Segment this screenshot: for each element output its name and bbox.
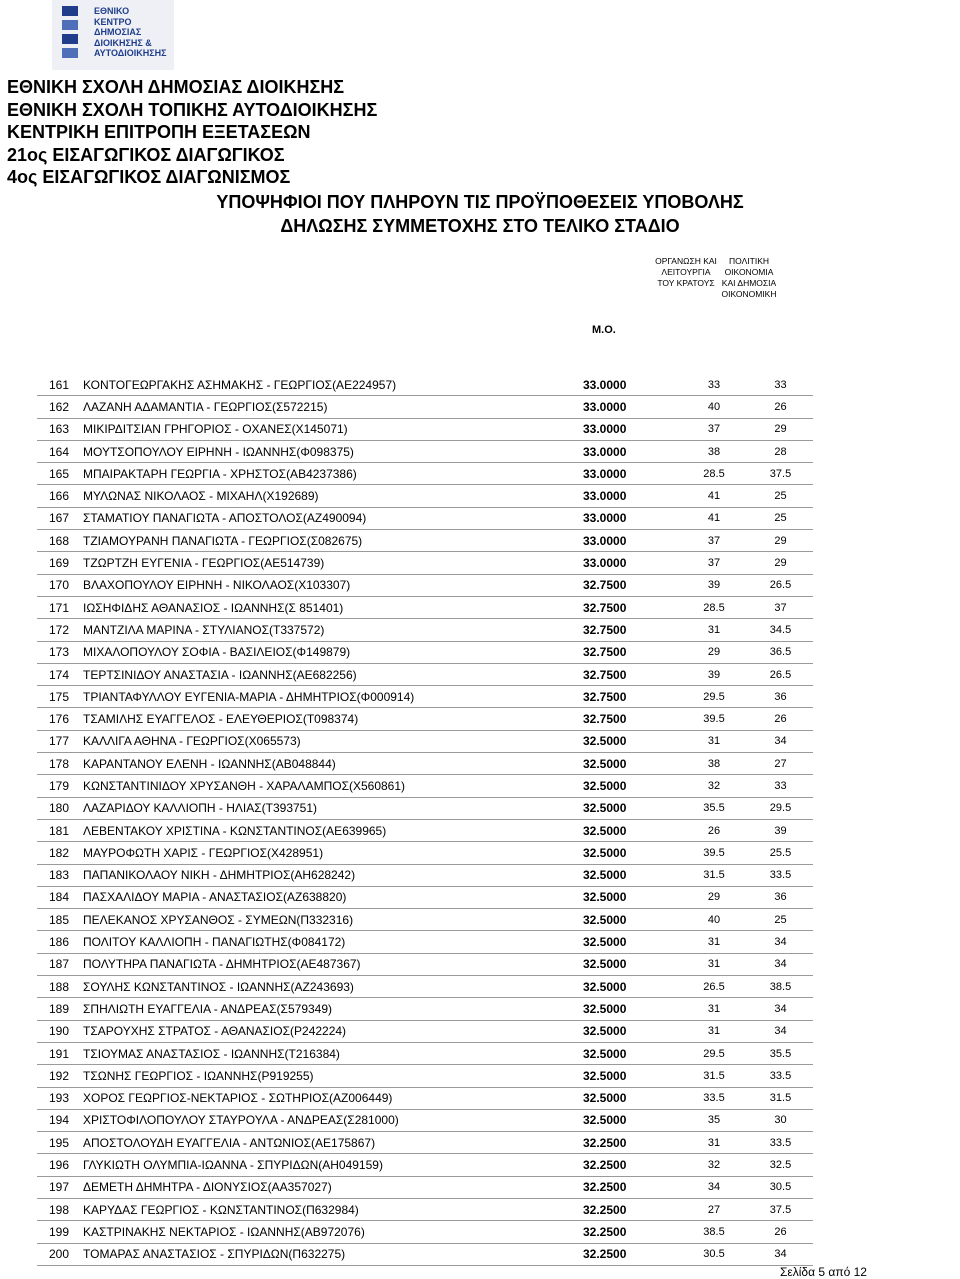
score-economics: 39 [748,819,813,841]
candidate-name: ΠΑΣΧΑΛΙΔΟΥ ΜΑΡΙΑ - ΑΝΑΣΤΑΣΙΟΣ(ΑΖ638820) [81,886,583,908]
average-score: 32.7500 [583,619,680,641]
row-number: 171 [37,596,81,618]
header-line: 4ος ΕΙΣΑΓΩΓΙΚΟΣ ΔΙΑΓΩΝΙΣΜΟΣ [7,167,291,187]
title-line: ΥΠΟΨΗΦΙΟΙ ΠΟΥ ΠΛΗΡΟΥΝ ΤΙΣ ΠΡΟΫΠΟΘΕΣΕΙΣ ΥΠΟΒΟΛΗΣ [216,192,744,212]
score-economics: 36.5 [748,641,813,663]
column-header-economics [715,256,783,300]
table-row [37,1132,813,1154]
table-row [37,641,813,663]
row-number: 191 [37,1042,81,1064]
row-number: 163 [37,418,81,440]
table-row [37,596,813,618]
score-economics: 34.5 [748,619,813,641]
average-score: 33.0000 [583,552,680,574]
candidate-name: ΙΩΣΗΦΙΔΗΣ ΑΘΑΝΑΣΙΟΣ - ΙΩΑΝΝΗΣ(Σ 851401) [81,596,583,618]
table-row [37,842,813,864]
candidate-name: ΜΠΑΙΡΑΚΤΑΡΗ ΓΕΩΡΓΙΑ - ΧΡΗΣΤΟΣ(ΑΒ4237386) [81,463,583,485]
row-number: 199 [37,1221,81,1243]
table-row [37,886,813,908]
table-row [37,1109,813,1131]
average-score: 32.2500 [583,1221,680,1243]
score-economics: 26.5 [748,663,813,685]
table-row [37,552,813,574]
header-line: ΕΘΝΙΚΗ ΣΧΟΛΗ ΔΗΜΟΣΙΑΣ ΔΙΟΙΚΗΣΗΣ [7,77,345,97]
candidate-name: ΤΖΩΡΤΖΗ ΕΥΓΕΝΙΑ - ΓΕΩΡΓΙΟΣ(ΑΕ514739) [81,552,583,574]
row-number: 172 [37,619,81,641]
score-economics: 33 [748,775,813,797]
score-organisation: 29.5 [680,1042,748,1064]
score-economics: 34 [748,730,813,752]
score-organisation: 31.5 [680,1065,748,1087]
score-economics: 37.5 [748,463,813,485]
row-number: 180 [37,797,81,819]
average-score: 32.5000 [583,730,680,752]
table-row [37,418,813,440]
candidate-name: ΚΑΣΤΡΙΝΑΚΗΣ ΝΕΚΤΑΡΙΟΣ - ΙΩΑΝΝΗΣ(ΑΒ972076) [81,1221,583,1243]
table-row [37,1154,813,1176]
table-row [37,507,813,529]
table-row [37,530,813,552]
candidate-name: ΣΟΥΛΗΣ ΚΩΝΣΤΑΝΤΙΝΟΣ - ΙΩΑΝΝΗΣ(ΑΖ243693) [81,976,583,998]
average-score: 33.0000 [583,418,680,440]
table-row [37,663,813,685]
logo-text [94,6,167,59]
score-organisation: 27 [680,1198,748,1220]
score-economics: 26.5 [748,574,813,596]
candidate-name: ΑΠΟΣΤΟΛΟΥΔΗ ΕΥΑΓΓΕΛΙΑ - ΑΝΤΩΝΙΟΣ(ΑΕ175867) [81,1132,583,1154]
score-organisation: 41 [680,485,748,507]
score-organisation: 39.5 [680,708,748,730]
table-row [37,1198,813,1220]
table-row [37,619,813,641]
table-row [37,374,813,396]
table-row [37,1020,813,1042]
candidate-name: ΣΤΑΜΑΤΙΟΥ ΠΑΝΑΓΙΩΤΑ - ΑΠΟΣΤΟΛΟΣ(ΑΖ490094) [81,507,583,529]
table-row [37,463,813,485]
score-economics: 30.5 [748,1176,813,1198]
score-economics: 34 [748,998,813,1020]
average-score: 32.5000 [583,1020,680,1042]
table-row [37,730,813,752]
table-row [37,708,813,730]
table-row [37,686,813,708]
score-organisation: 31.5 [680,864,748,886]
page-number: Σελίδα 5 από 12 [780,1265,867,1279]
score-economics: 31.5 [748,1087,813,1109]
average-score: 32.5000 [583,819,680,841]
row-number: 176 [37,708,81,730]
row-number: 162 [37,396,81,418]
average-score: 32.5000 [583,1109,680,1131]
document-title [0,190,960,238]
table-row [37,440,813,462]
table-row [37,775,813,797]
score-organisation: 26 [680,819,748,841]
candidate-name: ΧΟΡΟΣ ΓΕΩΡΓΙΟΣ-ΝΕΚΤΑΡΙΟΣ - ΣΩΤΗΡΙΟΣ(ΑΖ006449) [81,1087,583,1109]
score-economics: 33.5 [748,1132,813,1154]
table-row [37,864,813,886]
table-row [37,485,813,507]
average-score: 33.0000 [583,485,680,507]
candidate-name: ΣΠΗΛΙΩΤΗ ΕΥΑΓΓΕΛΙΑ - ΑΝΔΡΕΑΣ(Σ579349) [81,998,583,1020]
row-number: 194 [37,1109,81,1131]
score-organisation: 31 [680,619,748,641]
title-line: ΔΗΛΩΣΗΣ ΣΥΜΜΕΤΟΧΗΣ ΣΤΟ ΤΕΛΙΚΟ ΣΤΑΔΙΟ [280,216,680,236]
row-number: 190 [37,1020,81,1042]
score-organisation: 31 [680,1132,748,1154]
average-score: 32.5000 [583,797,680,819]
candidate-name: ΤΣΑΡΟΥΧΗΣ ΣΤΡΑΤΟΣ - ΑΘΑΝΑΣΙΟΣ(Ρ242224) [81,1020,583,1042]
average-score: 32.7500 [583,663,680,685]
candidate-name: ΚΑΡΥΔΑΣ ΓΕΩΡΓΙΟΣ - ΚΩΝΣΤΑΝΤΙΝΟΣ(Π632984) [81,1198,583,1220]
row-number: 189 [37,998,81,1020]
average-score: 32.2500 [583,1176,680,1198]
table-row [37,819,813,841]
score-economics: 35.5 [748,1042,813,1064]
table-row [37,976,813,998]
score-organisation: 32 [680,775,748,797]
column-header-line: ΤΟΥ ΚΡΑΤΟΥΣ [657,278,715,288]
average-score: 32.5000 [583,842,680,864]
row-number: 181 [37,819,81,841]
logo-line: ΔΙΟΙΚΗΣΗΣ & [94,37,152,48]
candidate-name: ΛΕΒΕΝΤΑΚΟΥ ΧΡΙΣΤΙΝΑ - ΚΩΝΣΤΑΝΤΙΝΟΣ(ΑΕ639965) [81,819,583,841]
score-organisation: 30.5 [680,1243,748,1265]
score-economics: 36 [748,886,813,908]
score-economics: 37.5 [748,1198,813,1220]
score-organisation: 29 [680,886,748,908]
row-number: 167 [37,507,81,529]
score-organisation: 39 [680,663,748,685]
score-economics: 33.5 [748,1065,813,1087]
average-score: 32.7500 [583,686,680,708]
row-number: 198 [37,1198,81,1220]
average-score: 33.0000 [583,507,680,529]
average-score: 32.5000 [583,953,680,975]
average-score: 33.0000 [583,374,680,396]
score-economics: 36 [748,686,813,708]
logo-line: ΑΥΤΟΔΙΟΙΚΗΣΗΣ [94,48,167,58]
column-header-line: ΚΑΙ ΔΗΜΟΣΙΑ [721,278,777,288]
candidate-name: ΓΛΥΚΙΩΤΗ ΟΛΥΜΠΙΑ-ΙΩΑΝΝΑ - ΣΠΥΡΙΔΩΝ(ΑΗ049159) [81,1154,583,1176]
score-economics: 26 [748,1221,813,1243]
score-economics: 33.5 [748,864,813,886]
average-score: 32.5000 [583,775,680,797]
candidate-name: ΤΟΜΑΡΑΣ ΑΝΑΣΤΑΣΙΟΣ - ΣΠΥΡΙΔΩΝ(Π632275) [81,1243,583,1265]
score-organisation: 40 [680,396,748,418]
score-organisation: 39 [680,574,748,596]
candidate-name: ΜΥΛΩΝΑΣ ΝΙΚΟΛΑΟΣ - ΜΙΧΑΗΛ(Χ192689) [81,485,583,507]
row-number: 178 [37,753,81,775]
candidate-name: ΤΖΙΑΜΟΥΡΑΝΗ ΠΑΝΑΓΙΩΤΑ - ΓΕΩΡΓΙΟΣ(Σ082675) [81,530,583,552]
column-header-average: Μ.Ο. [592,324,616,336]
score-economics: 37 [748,596,813,618]
score-organisation: 39.5 [680,842,748,864]
score-organisation: 37 [680,530,748,552]
average-score: 32.7500 [583,708,680,730]
logo-line: ΚΕΝΤΡΟ [94,16,132,27]
average-score: 33.0000 [583,463,680,485]
score-organisation: 31 [680,998,748,1020]
table-row [37,931,813,953]
row-number: 196 [37,1154,81,1176]
score-economics: 29 [748,530,813,552]
score-economics: 32.5 [748,1154,813,1176]
table-row [37,1221,813,1243]
score-economics: 27 [748,753,813,775]
column-header-organisation [648,256,724,289]
table-row [37,797,813,819]
column-header-line: ΟΙΚΟΝΟΜΙΑ [724,267,774,277]
row-number: 173 [37,641,81,663]
row-number: 177 [37,730,81,752]
average-score: 32.5000 [583,1087,680,1109]
row-number: 193 [37,1087,81,1109]
candidate-name: ΠΟΛΙΤΟΥ ΚΑΛΛΙΟΠΗ - ΠΑΝΑΓΙΩΤΗΣ(Φ084172) [81,931,583,953]
score-organisation: 38 [680,753,748,775]
row-number: 183 [37,864,81,886]
column-header-line: ΟΡΓΑΝΩΣΗ ΚΑΙ [655,256,717,266]
candidate-name: ΚΑΛΛΙΓΑ ΑΘΗΝΑ - ΓΕΩΡΓΙΟΣ(Χ065573) [81,730,583,752]
score-economics: 25 [748,507,813,529]
score-economics: 28 [748,440,813,462]
average-score: 33.0000 [583,396,680,418]
candidate-name: ΤΡΙΑΝΤΑΦΥΛΛΟΥ ΕΥΓΕΝΙΑ-ΜΑΡΙΑ - ΔΗΜΗΤΡΙΟΣ(Φ000914) [81,686,583,708]
score-economics: 34 [748,1243,813,1265]
logo-line: ΕΘΝΙΚΟ [94,6,130,16]
candidate-name: ΠΕΛΕΚΑΝΟΣ ΧΡΥΣΑΝΘΟΣ - ΣΥΜΕΩΝ(Π332316) [81,909,583,931]
score-economics: 25.5 [748,842,813,864]
score-organisation: 35.5 [680,797,748,819]
score-economics: 34 [748,1020,813,1042]
average-score: 32.5000 [583,931,680,953]
candidate-name: ΒΛΑΧΟΠΟΥΛΟΥ ΕΙΡΗΝΗ - ΝΙΚΟΛΑΟΣ(Χ103307) [81,574,583,596]
candidate-name: ΤΣΩΝΗΣ ΓΕΩΡΓΙΟΣ - ΙΩΑΝΝΗΣ(Ρ919255) [81,1065,583,1087]
score-economics: 25 [748,909,813,931]
table-row [37,574,813,596]
table-row [37,1243,813,1265]
score-organisation: 28.5 [680,463,748,485]
score-organisation: 35 [680,1109,748,1131]
row-number: 187 [37,953,81,975]
column-header-line: ΟΙΚΟΝΟΜΙΚΗ [721,289,777,299]
row-number: 169 [37,552,81,574]
table-row [37,953,813,975]
candidate-name: ΜΑΥΡΟΦΩΤΗ ΧΑΡΙΣ - ΓΕΩΡΓΙΟΣ(Χ428951) [81,842,583,864]
average-score: 32.5000 [583,753,680,775]
row-number: 195 [37,1132,81,1154]
table-row [37,1176,813,1198]
candidate-name: ΛΑΖΑΡΙΔΟΥ ΚΑΛΛΙΟΠΗ - ΗΛΙΑΣ(Τ393751) [81,797,583,819]
candidate-name: ΠΟΛΥΤΗΡΑ ΠΑΝΑΓΙΩΤΑ - ΔΗΜΗΤΡΙΟΣ(ΑΕ487367) [81,953,583,975]
score-economics: 29 [748,418,813,440]
average-score: 32.5000 [583,998,680,1020]
candidates-table [37,374,813,1266]
header-line: ΕΘΝΙΚΗ ΣΧΟΛΗ ΤΟΠΙΚΗΣ ΑΥΤΟΔΙΟΙΚΗΣΗΣ [7,99,378,120]
logo-line: ΔΗΜΟΣΙΑΣ [94,27,142,37]
score-organisation: 29 [680,641,748,663]
score-organisation: 31 [680,730,748,752]
candidate-name: ΛΑΖΑΝΗ ΑΔΑΜΑΝΤΙΑ - ΓΕΩΡΓΙΟΣ(Σ572215) [81,396,583,418]
score-economics: 34 [748,953,813,975]
score-organisation: 26.5 [680,976,748,998]
row-number: 161 [37,374,81,396]
row-number: 174 [37,663,81,685]
row-number: 168 [37,530,81,552]
row-number: 185 [37,909,81,931]
table-row [37,1042,813,1064]
candidate-name: ΜΟΥΤΣΟΠΟΥΛΟΥ ΕΙΡΗΝΗ - ΙΩΑΝΝΗΣ(Φ098375) [81,440,583,462]
average-score: 32.2500 [583,1243,680,1265]
logo-mark-icon [62,6,78,62]
candidate-name: ΤΣΙΟΥΜΑΣ ΑΝΑΣΤΑΣΙΟΣ - ΙΩΑΝΝΗΣ(Τ216384) [81,1042,583,1064]
table-row [37,396,813,418]
score-economics: 33 [748,374,813,396]
score-economics: 29 [748,552,813,574]
column-header-line: ΠΟΛΙΤΙΚΗ [729,256,769,266]
row-number: 192 [37,1065,81,1087]
column-header-line: ΛΕΙΤΟΥΡΓΙΑ [661,267,711,277]
candidate-name: ΚΩΝΣΤΑΝΤΙΝΙΔΟΥ ΧΡΥΣΑΝΘΗ - ΧΑΡΑΛΑΜΠΟΣ(Χ560861) [81,775,583,797]
score-organisation: 40 [680,909,748,931]
candidate-name: ΜΙΧΑΛΟΠΟΥΛΟΥ ΣΟΦΙΑ - ΒΑΣΙΛΕΙΟΣ(Φ149879) [81,641,583,663]
score-economics: 34 [748,931,813,953]
row-number: 165 [37,463,81,485]
score-organisation: 31 [680,1020,748,1042]
candidate-name: ΤΕΡΤΣΙΝΙΔΟΥ ΑΝΑΣΤΑΣΙΑ - ΙΩΑΝΝΗΣ(ΑΕ682256) [81,663,583,685]
average-score: 32.5000 [583,864,680,886]
table-row [37,998,813,1020]
score-economics: 26 [748,708,813,730]
score-organisation: 33 [680,374,748,396]
row-number: 186 [37,931,81,953]
document-header [7,76,377,189]
score-organisation: 38.5 [680,1221,748,1243]
row-number: 182 [37,842,81,864]
score-organisation: 29.5 [680,686,748,708]
table-row [37,1065,813,1087]
candidate-name: ΠΑΠΑΝΙΚΟΛΑΟΥ ΝΙΚΗ - ΔΗΜΗΤΡΙΟΣ(ΑΗ628242) [81,864,583,886]
logo [52,0,174,70]
score-economics: 26 [748,396,813,418]
candidate-name: ΚΟΝΤΟΓΕΩΡΓΑΚΗΣ ΑΣΗΜΑΚΗΣ - ΓΕΩΡΓΙΟΣ(ΑΕ224957) [81,374,583,396]
table-row [37,909,813,931]
average-score: 33.0000 [583,530,680,552]
score-economics: 25 [748,485,813,507]
score-economics: 30 [748,1109,813,1131]
row-number: 164 [37,440,81,462]
row-number: 200 [37,1243,81,1265]
score-organisation: 33.5 [680,1087,748,1109]
score-economics: 38.5 [748,976,813,998]
score-organisation: 31 [680,953,748,975]
candidate-name: ΚΑΡΑΝΤΑΝΟΥ ΕΛΕΝΗ - ΙΩΑΝΝΗΣ(ΑΒ048844) [81,753,583,775]
score-organisation: 38 [680,440,748,462]
score-organisation: 37 [680,418,748,440]
average-score: 33.0000 [583,440,680,462]
score-organisation: 34 [680,1176,748,1198]
candidate-name: ΜΙΚΙΡΔΙΤΣΙΑΝ ΓΡΗΓΟΡΙΟΣ - ΟΧΑΝΕΣ(Χ145071) [81,418,583,440]
row-number: 188 [37,976,81,998]
score-organisation: 37 [680,552,748,574]
candidate-name: ΔΕΜΕΤΗ ΔΗΜΗΤΡΑ - ΔΙΟΝΥΣΙΟΣ(ΑΑ357027) [81,1176,583,1198]
average-score: 32.7500 [583,574,680,596]
average-score: 32.5000 [583,1065,680,1087]
average-score: 32.2500 [583,1154,680,1176]
table-row [37,753,813,775]
header-line: 21ος ΕΙΣΑΓΩΓΙΚΟΣ ΔΙΑΓΩΓΙΚΟΣ [7,144,285,165]
candidate-name: ΜΑΝΤΖΙΛΑ ΜΑΡΙΝΑ - ΣΤΥΛΙΑΝΟΣ(Τ337572) [81,619,583,641]
average-score: 32.5000 [583,976,680,998]
average-score: 32.5000 [583,909,680,931]
candidates-table-body [37,374,813,1265]
table-row [37,1087,813,1109]
row-number: 184 [37,886,81,908]
row-number: 166 [37,485,81,507]
score-economics: 29.5 [748,797,813,819]
header-line: ΚΕΝΤΡΙΚΗ ΕΠΙΤΡΟΠΗ ΕΞΕΤΑΣΕΩΝ [7,122,311,142]
score-organisation: 41 [680,507,748,529]
score-organisation: 32 [680,1154,748,1176]
average-score: 32.5000 [583,886,680,908]
row-number: 197 [37,1176,81,1198]
candidate-name: ΤΣΑΜΙΛΗΣ ΕΥΑΓΓΕΛΟΣ - ΕΛΕΥΘΕΡΙΟΣ(Τ098374) [81,708,583,730]
average-score: 32.5000 [583,1042,680,1064]
row-number: 179 [37,775,81,797]
average-score: 32.2500 [583,1198,680,1220]
average-score: 32.7500 [583,641,680,663]
score-organisation: 31 [680,931,748,953]
row-number: 170 [37,574,81,596]
average-score: 32.2500 [583,1132,680,1154]
average-score: 32.7500 [583,596,680,618]
candidate-name: ΧΡΙΣΤΟΦΙΛΟΠΟΥΛΟΥ ΣΤΑΥΡΟΥΛΑ - ΑΝΔΡΕΑΣ(Σ281000) [81,1109,583,1131]
row-number: 175 [37,686,81,708]
score-organisation: 28.5 [680,596,748,618]
